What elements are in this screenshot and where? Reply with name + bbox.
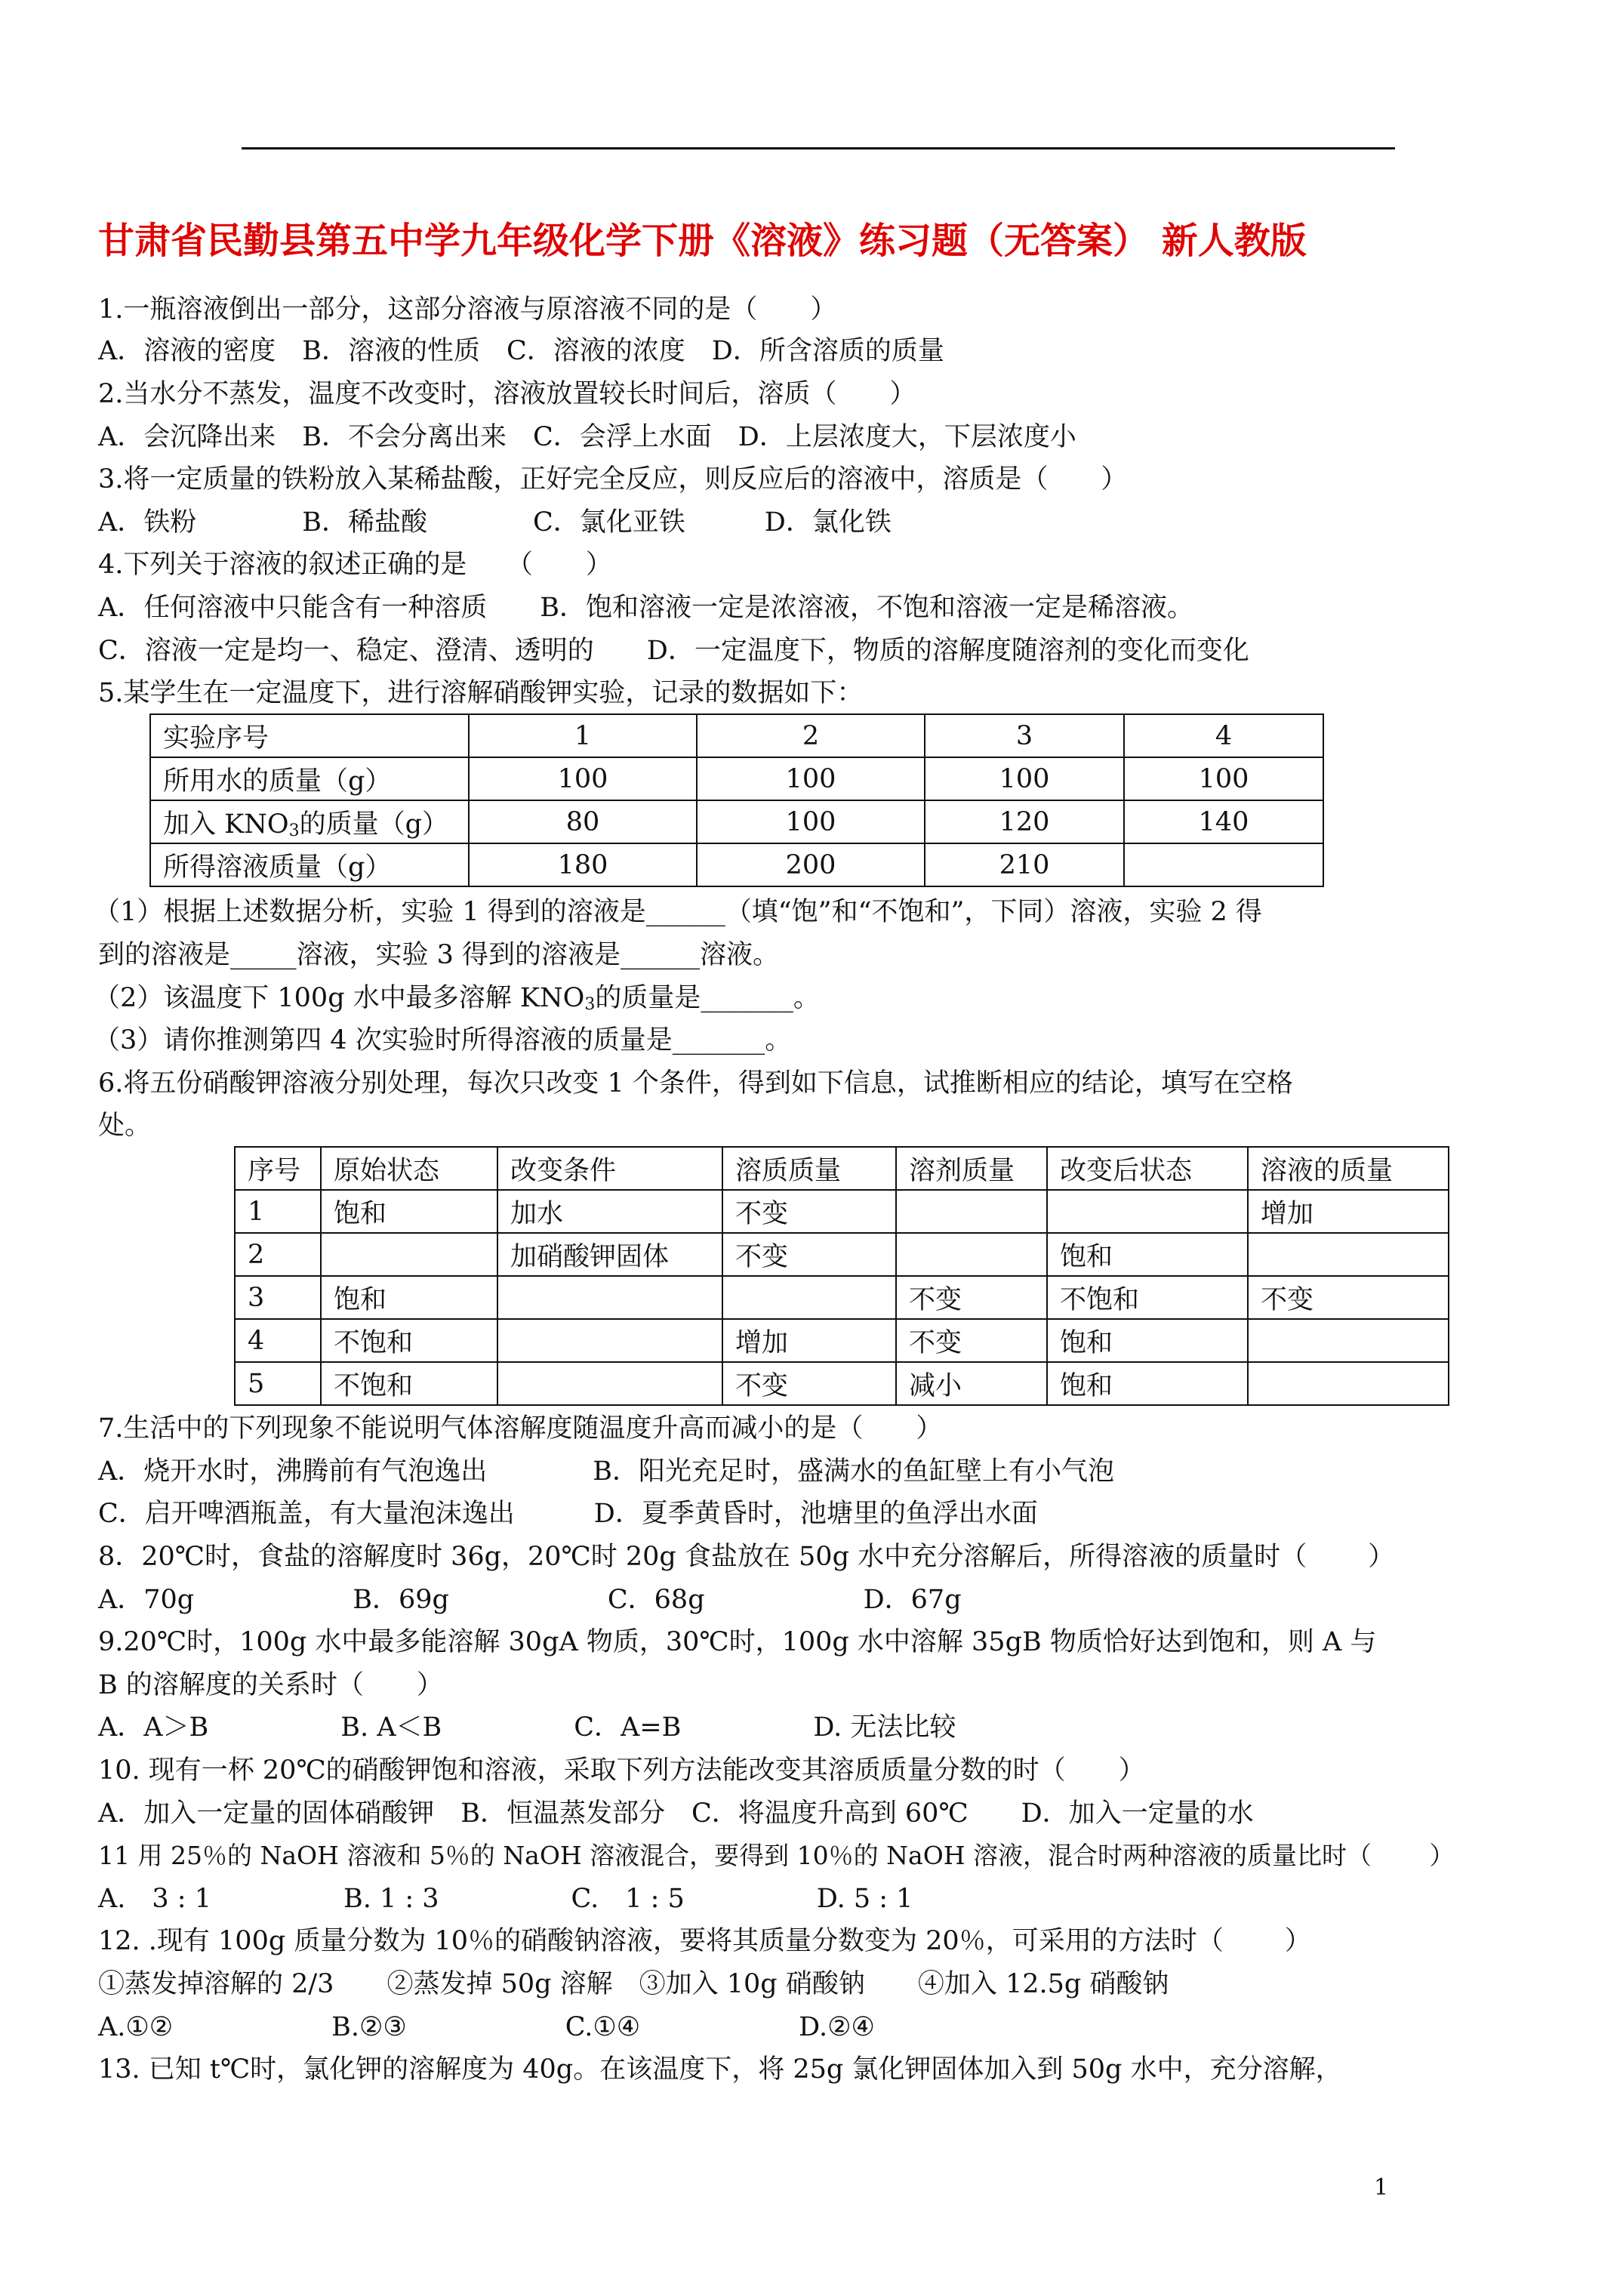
- table-row: [235, 1147, 1449, 1190]
- table-cell: [1248, 1362, 1449, 1405]
- table-cell: 不饱和: [321, 1319, 497, 1362]
- question-2-options: A．会沉降出来 B．不会分离出来 C．会浮上水面 D．上层浓度大，下层浓度小: [98, 422, 1076, 452]
- table-cell: 改变条件: [497, 1147, 722, 1190]
- table-row: [150, 843, 1323, 886]
- table-cell: 5: [235, 1362, 321, 1405]
- table-cell: 不变: [896, 1276, 1047, 1319]
- table-cell: 2: [697, 714, 925, 757]
- table-cell: 100: [1124, 757, 1323, 800]
- table-row: [235, 1319, 1449, 1362]
- table-cell: 2: [235, 1233, 321, 1276]
- table-cell: 100: [697, 800, 925, 843]
- cell-label-suffix: 的质量（g）: [299, 809, 448, 840]
- table-row: [150, 714, 1323, 757]
- table-cell: 加水: [497, 1190, 722, 1233]
- table-cell: 增加: [722, 1319, 896, 1362]
- table-cell: 200: [697, 843, 925, 886]
- table-cell: 不变: [896, 1319, 1047, 1362]
- table-cell: 所用水的质量（g）: [150, 757, 469, 800]
- table-row: [235, 1362, 1449, 1405]
- question-3: 3.将一定质量的铁粉放入某稀盐酸，正好完全反应，则反应后的溶液中，溶质是（ ）: [98, 464, 1128, 495]
- table-cell: 120: [925, 800, 1124, 843]
- table-cell: [497, 1276, 722, 1319]
- question-4-options-cd: C．溶液一定是均一、稳定、澄清、透明的 D．一定温度下，物质的溶解度随溶剂的变化而变化: [98, 636, 1249, 666]
- table-cell: 180: [469, 843, 697, 886]
- question-12-options: A.①② B.②③ C.①④ D.②④: [98, 2012, 875, 2042]
- question-5-part-2: [94, 982, 820, 1022]
- table-cell: 序号: [235, 1147, 321, 1190]
- table-cell: 3: [235, 1276, 321, 1319]
- table-cell: 不变: [722, 1362, 896, 1405]
- table-cell: 100: [697, 757, 925, 800]
- cell-label: 加入 KNO: [163, 809, 289, 840]
- table-cell: 不变: [722, 1190, 896, 1233]
- question-9: 9.20℃时，100g 水中最多能溶解 30gA 物质，30℃时，100g 水中溶解 35gB 物质恰好达到饱和，则 A 与: [98, 1627, 1377, 1657]
- question-4-options-ab: A．任何溶液中只能含有一种溶质 B．饱和溶液一定是浓溶液，不饱和溶液一定是稀溶液。: [98, 593, 1193, 623]
- question-5-part-1a: （1）根据上述数据分析，实验 1 得到的溶液是______（填“饱”和“不饱和”，下同）溶液，实验 2 得: [94, 897, 1262, 927]
- table-cell: 所得溶液质量（g）: [150, 843, 469, 886]
- question-6: 6.将五份硝酸钾溶液分别处理，每次只改变 1 个条件，得到如下信息，试推断相应的结论，填写在空格: [98, 1068, 1293, 1099]
- question-11: 11 用 25％的 NaOH 溶液和 5％的 NaOH 溶液混合，要得到 10％的 NaOH 溶液，混合时两种溶液的质量比时（ ）: [98, 1841, 1455, 1870]
- table-cell: 增加: [1248, 1190, 1449, 1233]
- table-row: [150, 800, 1323, 843]
- table-cell: 1: [469, 714, 697, 757]
- part-2-text: （2）该温度下 100g 水中最多溶解 KNO: [94, 983, 585, 1013]
- question-9-options: A．A＞B B. A＜B C．A=B D. 无法比较: [98, 1712, 956, 1743]
- table-cell: [722, 1276, 896, 1319]
- table-cell: 饱和: [321, 1190, 497, 1233]
- table-row: [150, 757, 1323, 800]
- table-cell: 100: [925, 757, 1124, 800]
- question-11-options: A. 3 : 1 B. 1 : 3 C. 1 : 5 D. 5 : 1: [98, 1884, 913, 1914]
- table-cell: 不饱和: [1047, 1276, 1248, 1319]
- table-cell: 原始状态: [321, 1147, 497, 1190]
- table-cell: [150, 800, 469, 843]
- subscript: 3: [288, 821, 300, 840]
- table-cell: 4: [1124, 714, 1323, 757]
- table-cell: 溶剂质量: [896, 1147, 1047, 1190]
- question-1-options: A．溶液的密度 B．溶液的性质 C．溶液的浓度 D．所含溶质的质量: [98, 336, 944, 366]
- table-cell: 不变: [722, 1233, 896, 1276]
- table-cell: 1: [235, 1190, 321, 1233]
- question-7: 7.生活中的下列现象不能说明气体溶解度随温度升高而减小的是（ ）: [98, 1413, 943, 1444]
- conditions-table: [234, 1146, 1449, 1406]
- table-cell: [321, 1233, 497, 1276]
- question-13: 13. 已知 t℃时，氯化钾的溶解度为 40g。在该温度下，将 25g 氯化钾固体加入到 50g 水中，充分溶解，: [98, 2054, 1342, 2085]
- table-cell: [1047, 1190, 1248, 1233]
- table-cell: [1248, 1319, 1449, 1362]
- table-cell: 改变后状态: [1047, 1147, 1248, 1190]
- question-7-options-ab: A．烧开水时，沸腾前有气泡逸出 B．阳光充足时，盛满水的鱼缸壁上有小气泡: [98, 1456, 1114, 1487]
- table-cell: 100: [469, 757, 697, 800]
- experiment-table: [149, 713, 1324, 887]
- table-cell: 减小: [896, 1362, 1047, 1405]
- question-8: 8．20℃时，食盐的溶解度时 36g，20℃时 20g 食盐放在 50g 水中充分溶解后，所得溶液的质量时（ ）: [98, 1542, 1395, 1572]
- table-cell: 溶液的质量: [1248, 1147, 1449, 1190]
- table-row: [235, 1276, 1449, 1319]
- table-cell: [896, 1233, 1047, 1276]
- question-3-options: A．铁粉 B．稀盐酸 C．氯化亚铁 D．氯化铁: [98, 507, 892, 538]
- table-cell: [497, 1362, 722, 1405]
- table-cell: 饱和: [1047, 1362, 1248, 1405]
- table-cell: 3: [925, 714, 1124, 757]
- question-5-part-3: （3）请你推测第四 4 次实验时所得溶液的质量是_______。: [94, 1025, 792, 1056]
- table-cell: 210: [925, 843, 1124, 886]
- question-5-part-1b: 到的溶液是_____溶液，实验 3 得到的溶液是______溶液。: [98, 940, 780, 970]
- table-cell: 加硝酸钾固体: [497, 1233, 722, 1276]
- question-1: 1.一瓶溶液倒出一部分，这部分溶液与原溶液不同的是（ ）: [98, 294, 837, 325]
- subscript: 3: [584, 995, 596, 1014]
- table-cell: 实验序号: [150, 714, 469, 757]
- question-9-cont: B 的溶解度的关系时（ ）: [98, 1670, 443, 1700]
- question-4: 4.下列关于溶液的叙述正确的是 （ ）: [98, 550, 612, 580]
- question-5: 5.某学生在一定温度下，进行溶解硝酸钾实验，记录的数据如下：: [98, 678, 864, 708]
- page-number: 1: [1374, 2174, 1389, 2201]
- table-cell: [497, 1319, 722, 1362]
- table-cell: 不变: [1248, 1276, 1449, 1319]
- table-cell: [1124, 843, 1323, 886]
- question-12-items: ①蒸发掉溶解的 2/3 ②蒸发掉 50g 溶解 ③加入 10g 硝酸钠 ④加入 12.5g 硝酸钠: [98, 1969, 1169, 1999]
- question-7-options-cd: C．启开啤酒瓶盖，有大量泡沫逸出 D．夏季黄昏时，池塘里的鱼浮出水面: [98, 1499, 1038, 1529]
- question-2: 2.当水分不蒸发，温度不改变时，溶液放置较长时间后，溶质（ ）: [98, 379, 916, 409]
- table-cell: 4: [235, 1319, 321, 1362]
- question-10: 10. 现有一杯 20℃的硝酸钾饱和溶液，采取下列方法能改变其溶质质量分数的时（ ）: [98, 1755, 1145, 1786]
- table-cell: 80: [469, 800, 697, 843]
- table-cell: 不饱和: [321, 1362, 497, 1405]
- table-cell: 饱和: [1047, 1233, 1248, 1276]
- table-cell: 饱和: [1047, 1319, 1248, 1362]
- page-title: 甘肃省民勤县第五中学九年级化学下册《溶液》练习题（无答案） 新人教版: [98, 220, 1307, 262]
- question-12: 12. .现有 100g 质量分数为 10％的硝酸钠溶液，要将其质量分数变为 20％，可采用的方法时（ ）: [98, 1926, 1311, 1956]
- table-cell: 140: [1124, 800, 1323, 843]
- table-cell: [896, 1190, 1047, 1233]
- table-cell: 饱和: [321, 1276, 497, 1319]
- part-2-text-suffix: 的质量是_______。: [595, 983, 820, 1013]
- table-cell: 溶质质量: [722, 1147, 896, 1190]
- question-8-options: A．70g B．69g C．68g D．67g: [98, 1585, 962, 1615]
- table-row: [235, 1233, 1449, 1276]
- table-cell: [1248, 1233, 1449, 1276]
- question-10-options: A．加入一定量的固体硝酸钾 B．恒温蒸发部分 C．将温度升高到 60℃ D．加入一定量的水: [98, 1798, 1254, 1829]
- table-row: [235, 1190, 1449, 1233]
- question-6-cont: 处。: [98, 1111, 152, 1141]
- header-rule: [242, 147, 1395, 149]
